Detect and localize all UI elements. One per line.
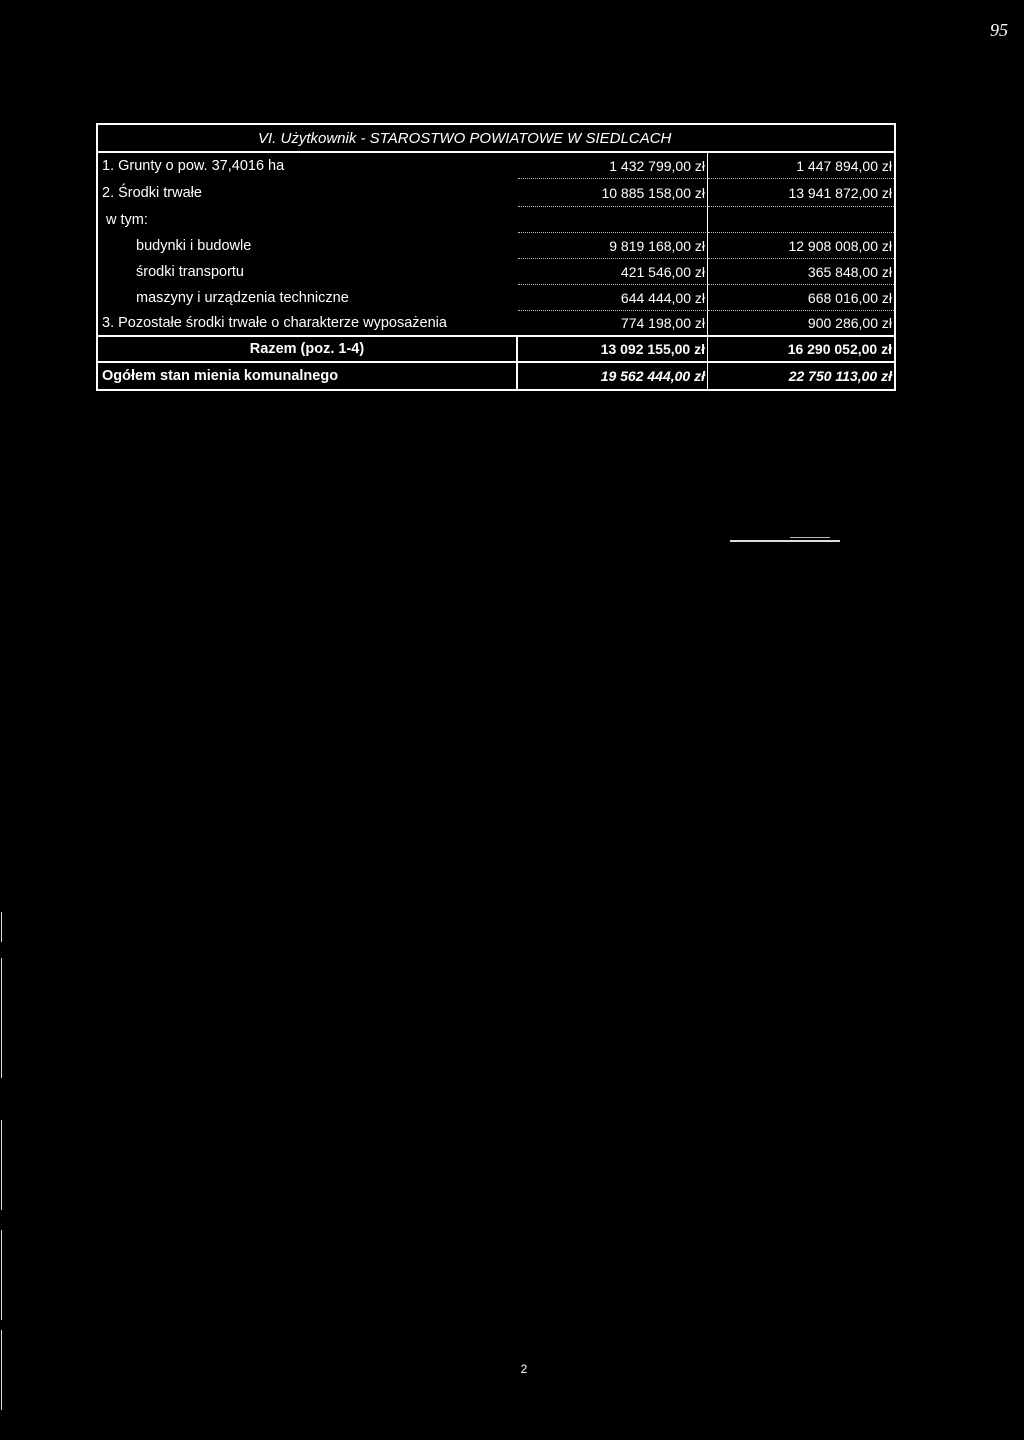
row-label: 1. Grunty o pow. 37,4016 ha [102,158,285,174]
grand-total-row [98,363,894,389]
page-number: 95 [990,20,1008,40]
row-value-1 [518,207,708,233]
table-row [98,285,894,311]
grand-total-value-1: 19 562 444,00 zł [518,363,708,389]
row-label: 2. Środki trwałe [102,185,202,201]
table-row [98,259,894,285]
row-label: środki transportu [136,264,244,280]
scan-margin-mark [1,958,2,1078]
row-label: maszyny i urządzenia techniczne [136,290,349,306]
row-value-1: 10 885 158,00 zł [518,179,708,207]
total-label: Razem (poz. 1-4) [98,337,518,361]
row-label: w tym: [106,212,148,228]
scan-artifact-line [730,540,840,542]
total-value-1: 13 092 155,00 zł [518,337,708,361]
scan-margin-mark [1,1330,2,1410]
row-value-2: 900 286,00 zł [807,315,892,331]
footer-number: 2 [520,1362,528,1376]
row-value-1: 1 432 799,00 zł [518,153,708,179]
asset-table [96,123,896,391]
scan-margin-mark [1,912,2,942]
row-value-1: 774 198,00 zł [518,311,708,335]
grand-total-value-2: 22 750 113,00 zł [788,368,892,384]
table-title: VI. Użytkownik - STAROSTWO POWIATOWE W SIEDLCACH [258,129,672,147]
row-value-2: 365 848,00 zł [708,259,894,285]
table-row [98,233,894,259]
grand-total-label: Ogółem stan mienia komunalnego [98,363,518,389]
scan-margin-mark [1,1230,2,1320]
row-value-1: 421 546,00 zł [518,259,708,285]
row-label: budynki i budowle [136,238,252,254]
table-row [98,207,894,233]
row-label: 3. Pozostałe środki trwałe o charakterze wyposażenia [102,315,447,331]
row-value-1: 644 444,00 zł [518,285,708,311]
table-row [98,311,894,337]
table-row [98,153,894,179]
scan-margin-mark [1,1120,2,1210]
row-value-1: 9 819 168,00 zł [518,233,708,259]
scan-artifact-line [790,537,830,538]
row-value-2: 1 447 894,00 zł [708,153,894,179]
table-title-row [98,125,894,153]
table-row [98,179,894,207]
row-value-2: 12 908 008,00 zł [708,233,894,259]
row-value-2 [708,207,894,233]
row-value-2: 668 016,00 zł [708,285,894,311]
row-value-2: 13 941 872,00 zł [708,179,894,207]
total-row [98,337,894,363]
total-value-2: 16 290 052,00 zł [787,341,892,357]
